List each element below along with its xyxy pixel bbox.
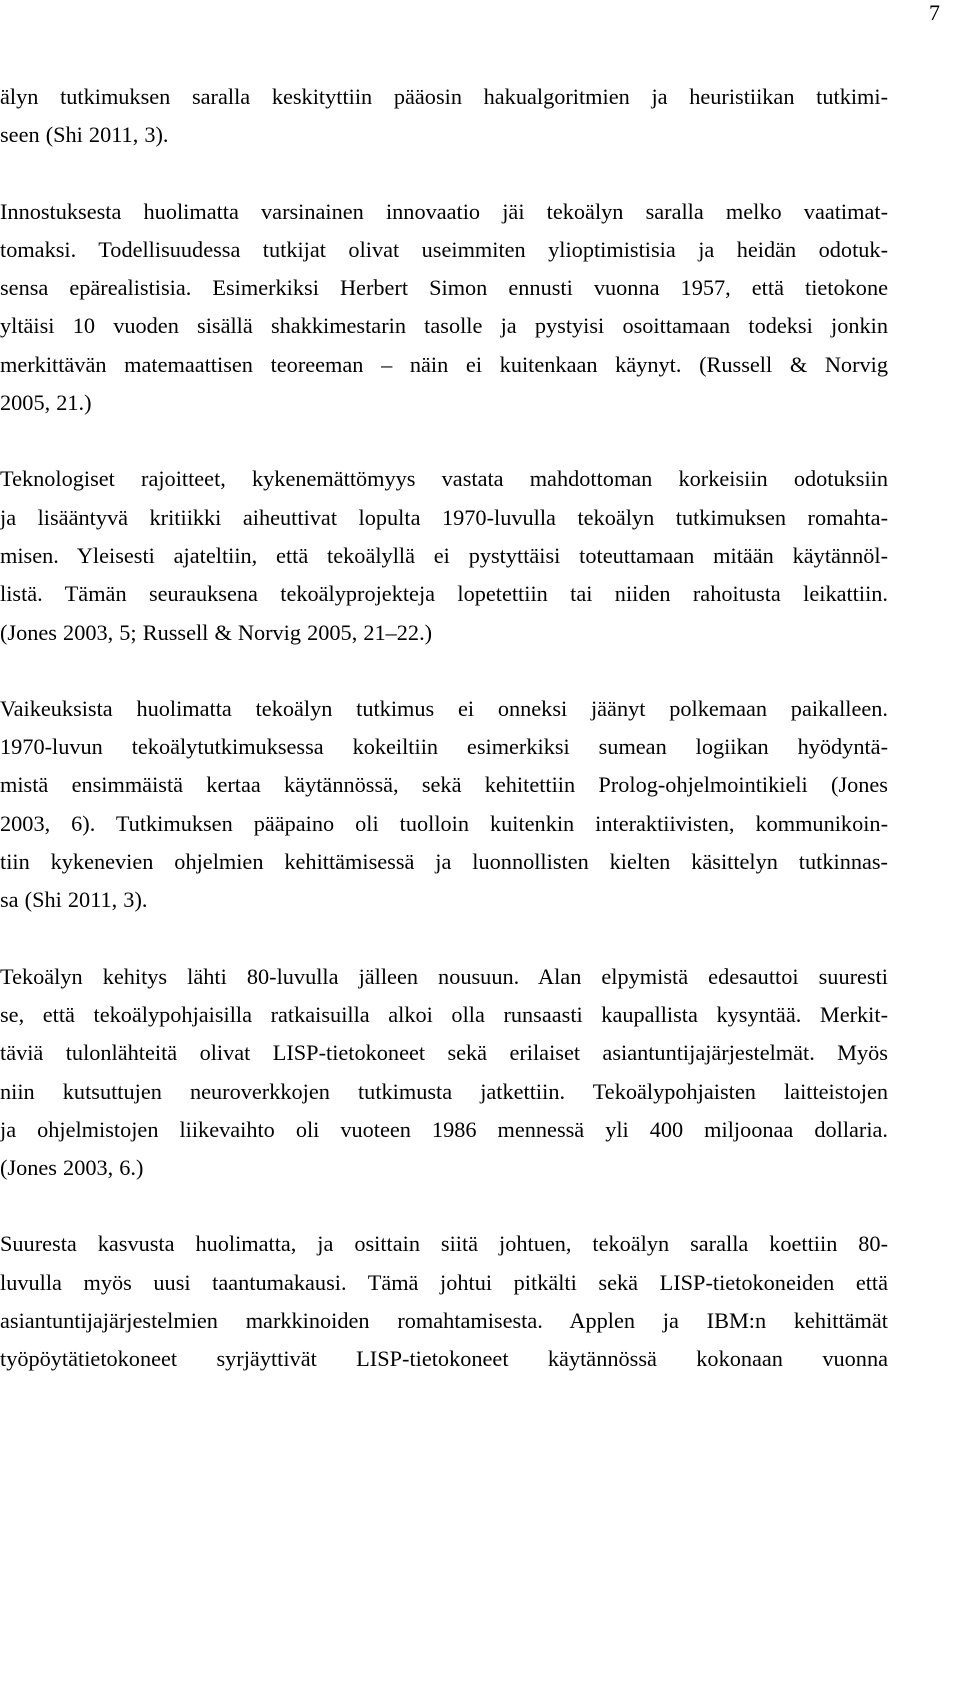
text-line: Vaikeuksista huolimatta tekoälyn tutkimus ei onneksi jäänyt polkemaan paikalleen. [0, 695, 888, 721]
text-line: se, että tekoälypohjaisilla ratkaisuilla alkoi olla runsaasti kaupallista kysyntää. Merkit- [0, 1001, 888, 1027]
text-line: Teknologiset rajoitteet, kykenemättömyys vastata mahdottoman korkeisiin odotuksiin [0, 466, 888, 492]
text-line: sensa epärealistisia. Esimerkiksi Herbert Simon ennusti vuonna 1957, että tietokone [0, 275, 888, 301]
text-line: työpöytätietokoneet syrjäyttivät LISP-tietokoneet käytännössä kokonaan vuonna [0, 1346, 888, 1372]
text-line: 2003, 6). Tutkimuksen pääpaino oli tuolloin kuitenkin interaktiivisten, kommunikoin- [0, 810, 888, 836]
text-line: luvulla myös uusi taantumakausi. Tämä johtui pitkälti sekä LISP-tietokoneiden että [0, 1269, 888, 1295]
paragraph-6 [0, 1225, 888, 1378]
text-line: ja ohjelmistojen liikevaihto oli vuoteen 1986 mennessä yli 400 miljoonaa dollaria. [0, 1116, 888, 1142]
paragraph-2 [0, 193, 888, 423]
text-line: seen (Shi 2011, 3). [0, 122, 169, 148]
text-line: (Jones 2003, 5; Russell & Norvig 2005, 21–22.) [0, 619, 433, 645]
text-line: 2005, 21.) [0, 390, 92, 416]
text-line: listä. Tämän seurauksena tekoälyprojekteja lopetettiin tai niiden rahoitusta leikattiin. [0, 581, 888, 607]
text-line: mistä ensimmäistä kertaa käytännössä, sekä kehitettiin Prolog-ohjelmointikieli (Jones [0, 772, 888, 798]
document-body [0, 78, 888, 1417]
text-line: Suuresta kasvusta huolimatta, ja osittain siitä johtuen, tekoälyn saralla koettiin 80- [0, 1231, 888, 1257]
text-line: Innostuksesta huolimatta varsinainen innovaatio jäi tekoälyn saralla melko vaatimat- [0, 198, 888, 224]
text-line: tomaksi. Todellisuudessa tutkijat olivat useimmiten ylioptimistisia ja heidän odotuk- [0, 236, 888, 262]
text-line: ja lisääntyvä kritiikki aiheuttivat lopulta 1970-luvulla tekoälyn tutkimuksen romahta- [0, 504, 888, 530]
text-line: misen. Yleisesti ajateltiin, että tekoälyllä ei pystyttäisi toteuttamaan mitään käytännöl- [0, 542, 888, 568]
paragraph-5 [0, 958, 888, 1188]
page-number: 7 [929, 0, 940, 25]
paragraph-3 [0, 460, 888, 651]
text-line: (Jones 2003, 6.) [0, 1155, 144, 1181]
text-line: yltäisi 10 vuoden sisällä shakkimestarin tasolle ja pystyisi osoittamaan todeksi jonkin [0, 313, 888, 339]
text-line: 1970-luvun tekoälytutkimuksessa kokeiltiin esimerkiksi sumean logiikan hyödyntä- [0, 734, 888, 760]
paragraph-1 [0, 78, 888, 155]
text-line: merkittävän matemaattisen teoreeman – näin ei kuitenkaan käynyt. (Russell & Norvig [0, 351, 888, 377]
paragraph-4 [0, 690, 888, 920]
text-line: asiantuntijajärjestelmien markkinoiden romahtamisesta. Applen ja IBM:n kehittämät [0, 1308, 888, 1334]
text-line: älyn tutkimuksen saralla keskityttiin pääosin hakualgoritmien ja heuristiikan tutkimi- [0, 84, 888, 109]
text-line: täviä tulonlähteitä olivat LISP-tietokoneet sekä erilaiset asiantuntijajärjestelmät. Myös [0, 1040, 888, 1066]
text-line: Tekoälyn kehitys lähti 80-luvulla jälleen nousuun. Alan elpymistä edesauttoi suuresti [0, 963, 888, 989]
text-line: niin kutsuttujen neuroverkkojen tutkimusta jatkettiin. Tekoälypohjaisten laitteistojen [0, 1078, 888, 1104]
text-line: tiin kykenevien ohjelmien kehittämisessä ja luonnollisten kielten käsittelyn tutkinnas- [0, 849, 888, 875]
text-line: sa (Shi 2011, 3). [0, 887, 148, 913]
